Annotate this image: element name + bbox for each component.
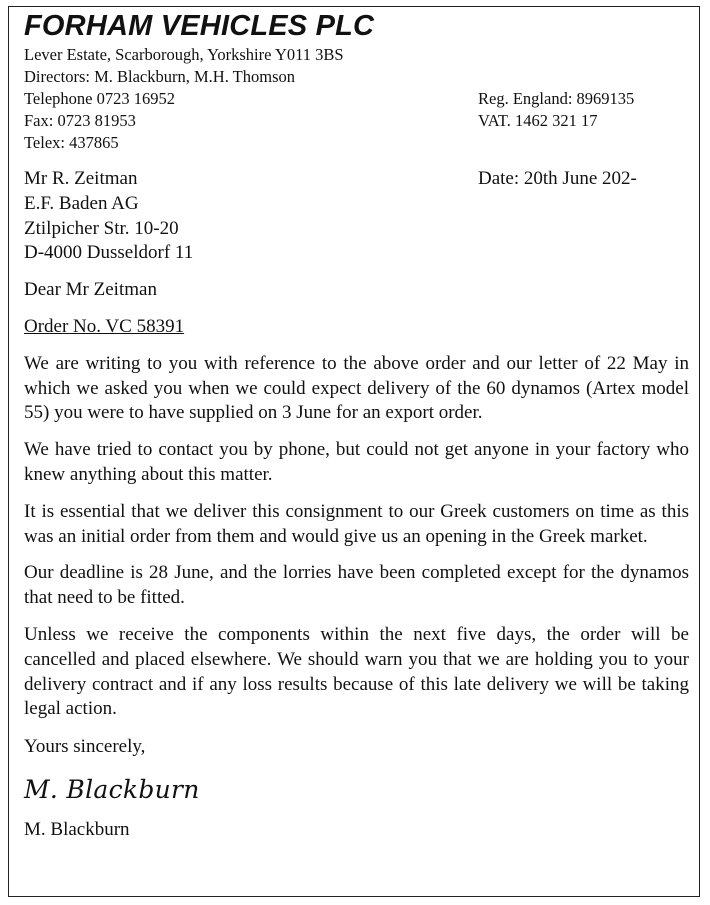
recipient-name: Mr R. Zeitman [24,168,138,189]
recipient-city: D-4000 Dusseldorf 11 [24,242,194,264]
recipient-company: E.F. Baden AG [24,192,139,214]
letter [24,8,689,843]
letter-date: Date: 20th June 202- [478,168,637,189]
letter-body [24,167,689,843]
body-paragraph: Unless we receive the components within the next five days, the order will be cancelled and placed elsewhere. We should warn you that we are holding you to your delivery contract and if any loss results because of this late delivery we will be taking legal action. [24,623,689,720]
header-row-fax [24,110,689,132]
order-reference: Order No. VC 58391 [24,315,185,337]
body-paragraph: We are writing to you with reference to the above order and our letter of 22 May in which we asked you when we could expect delivery of the 60 dynamos (Artex model 55) you were to have supplied on 3 June for an export order. [24,352,689,424]
recipient-street: Ztilpicher Str. 10-20 [24,217,179,239]
body-paragraph: It is essential that we deliver this consignment to our Greek customers on time as this was an initial order from them and would give us an opening in the Greek market. [24,500,689,547]
letterhead-details [24,44,689,154]
address-date-block [24,167,689,266]
signatory-name: M. Blackburn [24,818,130,840]
header-row-telephone [24,88,689,110]
body-paragraph: We have tried to contact you by phone, but could not get anyone in your factory who knew anything about this matter. [24,439,689,485]
company-address: Lever Estate, Scarborough, Yorkshire Y011 3BS [24,45,344,64]
company-vat: VAT. 1462 321 17 [478,111,598,130]
company-directors: Directors: M. Blackburn, M.H. Thomson [24,67,296,86]
company-name: FORHAM VEHICLES PLC [24,10,375,42]
recipient-address [24,167,193,266]
body-paragraph: Our deadline is 28 June, and the lorries have been completed except for the dynamos that need to be fitted. [24,562,689,609]
company-telex: Telex: 437865 [24,133,119,152]
company-registration: Reg. England: 8969135 [478,89,635,108]
company-telephone: Telephone 0723 16952 [24,89,175,108]
complimentary-close: Yours sincerely, [24,736,146,758]
salutation: Dear Mr Zeitman [24,279,157,301]
company-fax: Fax: 0723 81953 [24,111,136,130]
handwritten-signature: M. Blackburn [24,774,200,804]
